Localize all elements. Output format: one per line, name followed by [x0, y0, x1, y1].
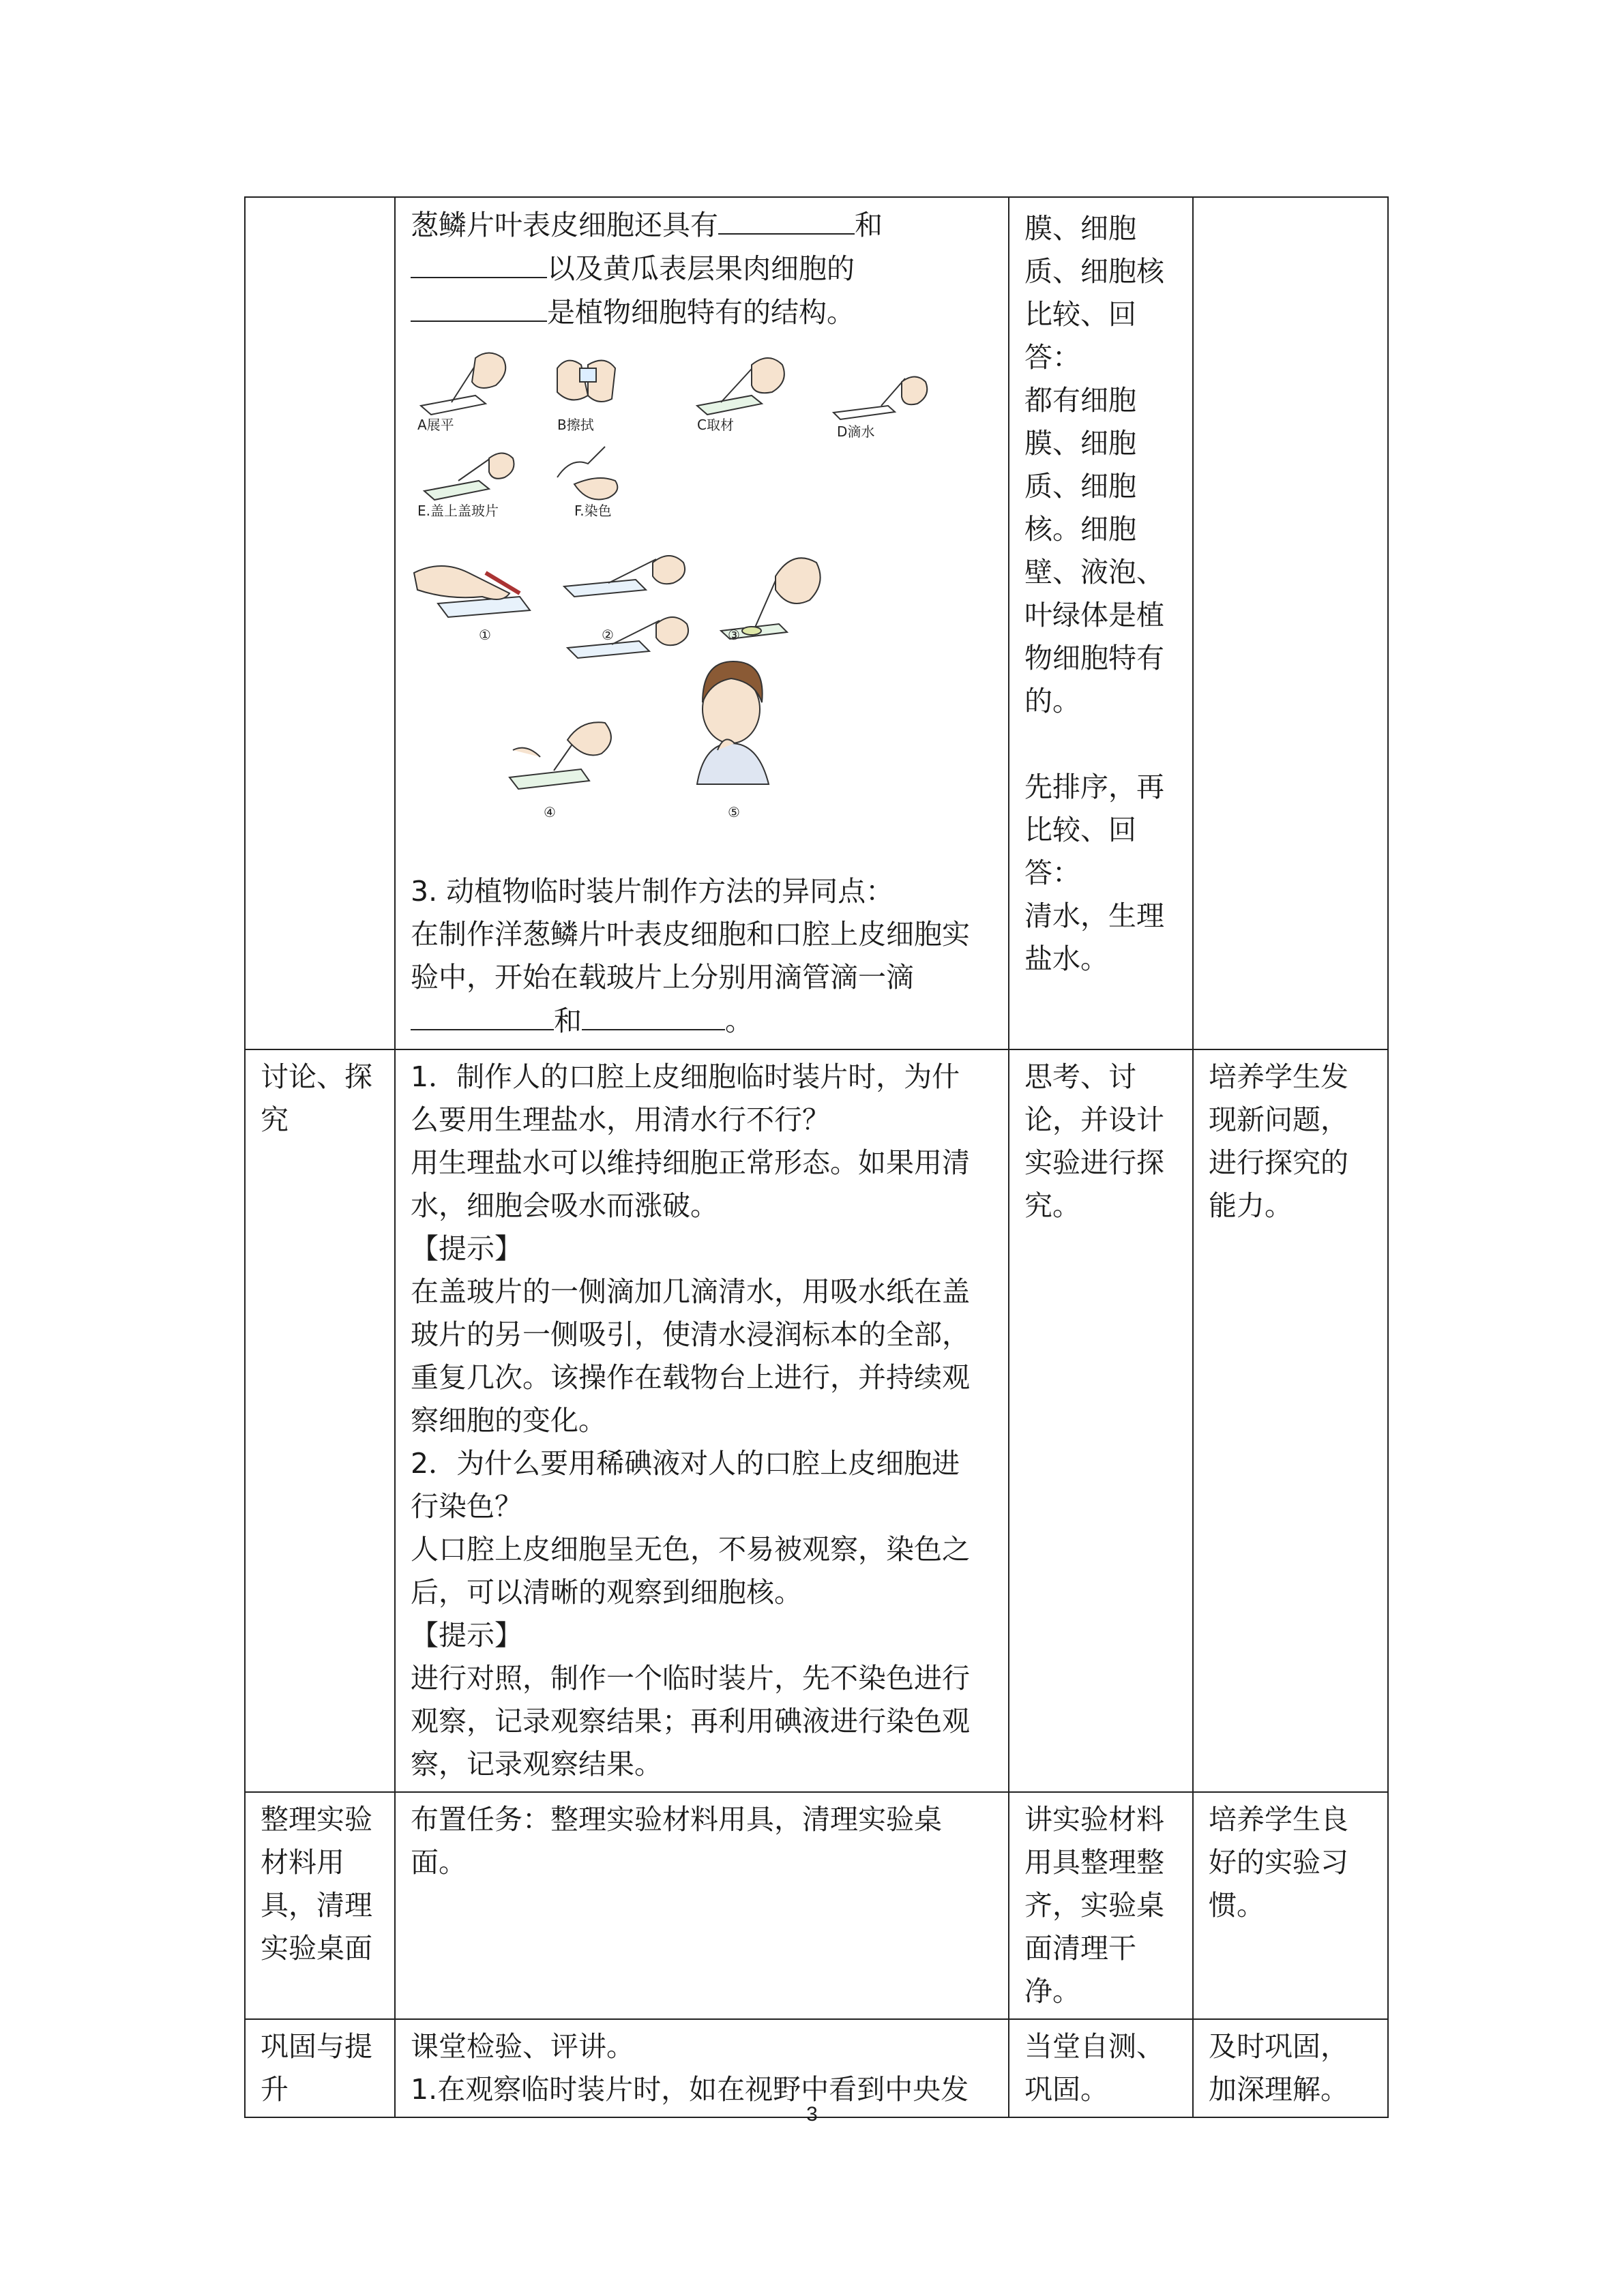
- figure-label: ④: [544, 804, 556, 820]
- text-line: 重复几次。该操作在载物台上进行，并持续观: [411, 1361, 970, 1394]
- figure-label: ②: [602, 627, 614, 643]
- text-line: 清水，生理: [1024, 899, 1164, 932]
- text-line: 用具整理整: [1024, 1846, 1164, 1879]
- text-line: 材料用: [261, 1846, 344, 1879]
- text-line: 及时巩固，: [1209, 2030, 1348, 2063]
- text-line: 比较、回: [1024, 814, 1136, 846]
- text-line: 具，清理: [261, 1889, 372, 1922]
- figure-label: D滴水: [837, 423, 875, 440]
- fill-in-line: [411, 290, 994, 334]
- text-line: 1.在观察临时装片时，如在视野中看到中央发: [411, 2073, 969, 2106]
- text-line: 察细胞的变化。: [411, 1404, 606, 1437]
- text-line: 用生理盐水可以维持细胞正常形态。如果用清: [411, 1146, 970, 1179]
- text-line: 进行探究的: [1209, 1146, 1348, 1179]
- text-segment: 验中，开始在载玻片上分别用滴管滴一滴: [411, 961, 914, 994]
- text-line: 讨论、探: [261, 1060, 372, 1093]
- figure-label: ③: [728, 627, 740, 643]
- text-line: 核。细胞: [1024, 513, 1136, 546]
- stage-cell: [245, 1792, 395, 2019]
- text-line: 培养学生发: [1209, 1060, 1348, 1093]
- text-line: 答：: [1024, 341, 1080, 374]
- figure-label: ⑤: [728, 804, 740, 820]
- teacher-activity-cell: [395, 1792, 1009, 2019]
- text-line: 水，细胞会吸水而涨破。: [411, 1189, 718, 1222]
- text-line: 升: [261, 2073, 289, 2106]
- text-line: 膜、细胞: [1024, 427, 1136, 460]
- design-intent-cell: [1193, 197, 1388, 1049]
- point-3-text: [411, 913, 994, 1043]
- text-line: 【提示】: [411, 1619, 522, 1652]
- figure-label: F.染色: [574, 503, 612, 519]
- text-line: 1．制作人的口腔上皮细胞临时装片时，为什: [411, 1060, 960, 1093]
- table-row: [245, 1049, 1388, 1792]
- text-line: 究: [261, 1103, 289, 1136]
- text-line: 布置任务：整理实验材料用具，清理实验桌: [411, 1803, 942, 1836]
- text-line: 叶绿体是植: [1024, 599, 1164, 631]
- student-activity-cell: [1009, 197, 1193, 1049]
- text-line: 么要用生理盐水，用清水行不行？: [411, 1103, 830, 1136]
- teacher-activity-cell: [395, 1049, 1009, 1792]
- stage-cell: [245, 197, 395, 1049]
- text-line: 玻片的另一侧吸引，使清水浸润标本的全部，: [411, 1318, 970, 1351]
- procedure-figures: [411, 341, 994, 866]
- text-line: 巩固。: [1024, 2073, 1108, 2106]
- table-row: [245, 197, 1388, 1049]
- text-segment: 葱鳞片叶表皮细胞还具有: [411, 209, 718, 241]
- fill-in-line: [411, 956, 994, 999]
- text-line: 好的实验习: [1209, 1846, 1348, 1879]
- text-line: 2．为什么要用稀碘液对人的口腔上皮细胞进: [411, 1447, 960, 1480]
- answer-blank[interactable]: [411, 290, 547, 322]
- lesson-plan-table: [244, 196, 1389, 2118]
- text-line: 后，可以清晰的观察到细胞核。: [411, 1576, 802, 1609]
- text-line: 在盖玻片的一侧滴加几滴清水，用吸水纸在盖: [411, 1275, 970, 1308]
- plant-slide-steps-illustration: [411, 341, 997, 539]
- fill-in-line: [411, 247, 994, 290]
- text-line: 课堂检验、评讲。: [411, 2030, 634, 2063]
- text-line: 面清理干: [1024, 1932, 1136, 1965]
- text-line: 【提示】: [411, 1232, 522, 1265]
- figure-label: B擦拭: [557, 417, 594, 433]
- page-number: 3: [806, 2103, 818, 2126]
- text-line: 当堂自测、: [1024, 2030, 1164, 2063]
- figure-label: E.盖上盖玻片: [417, 503, 499, 519]
- answer-blank[interactable]: [582, 999, 725, 1030]
- text-line: 论，并设计: [1024, 1103, 1164, 1136]
- text-line: 都有细胞: [1024, 384, 1136, 417]
- text-line: [1024, 723, 1179, 766]
- text-line: 人口腔上皮细胞呈无色，不易被观察，染色之: [411, 1533, 970, 1566]
- text-line: 究。: [1024, 1189, 1080, 1222]
- text-line: 现新问题，: [1209, 1103, 1348, 1136]
- text-line: 物细胞特有: [1024, 642, 1164, 674]
- text-line: 能力。: [1209, 1189, 1293, 1222]
- text-line: 整理实验: [261, 1803, 372, 1836]
- design-intent-cell: [1193, 1049, 1388, 1792]
- text-line: 盐水。: [1024, 942, 1108, 975]
- text-line: 进行对照，制作一个临时装片，先不染色进行: [411, 1662, 970, 1695]
- figure-label: ①: [479, 627, 491, 643]
- text-segment: 。: [725, 1004, 753, 1037]
- text-line: 实验桌面: [261, 1932, 372, 1965]
- figure-label: C取材: [697, 417, 734, 433]
- text-line: 齐，实验桌: [1024, 1889, 1164, 1922]
- text-line: 质、细胞: [1024, 470, 1136, 503]
- text-segment: 在制作洋葱鳞片叶表皮细胞和口腔上皮细胞实: [411, 918, 970, 951]
- text-line: 讲实验材料: [1024, 1803, 1164, 1836]
- text-line: 答：: [1024, 856, 1080, 889]
- fill-in-line: [411, 913, 994, 956]
- text-line: 净。: [1024, 1975, 1080, 2008]
- cheek-cell-steps-illustration: [411, 546, 997, 832]
- student-activity-cell: [1009, 1049, 1193, 1792]
- text-line: 思考、讨: [1024, 1060, 1136, 1093]
- text-line: 培养学生良: [1209, 1803, 1348, 1836]
- fill-in-line: [411, 999, 994, 1043]
- text-line: 行染色？: [411, 1490, 522, 1523]
- answer-blank[interactable]: [411, 247, 547, 278]
- teacher-activity-cell: [395, 197, 1009, 1049]
- point-3-title: 3. 动植物临时装片制作方法的异同点：: [411, 875, 894, 908]
- text-line: 面。: [411, 1846, 467, 1879]
- text-line: 膜、细胞: [1024, 212, 1136, 245]
- design-intent-cell: [1193, 1792, 1388, 2019]
- answer-blank[interactable]: [718, 203, 855, 235]
- text-line: 观察，记录观察结果；再利用碘液进行染色观: [411, 1705, 970, 1738]
- fill-in-line: [411, 203, 994, 247]
- text-line: 实验进行探: [1024, 1146, 1164, 1179]
- text-line: 壁、液泡、: [1024, 556, 1164, 588]
- student-activity-cell: [1009, 1792, 1193, 2019]
- stage-cell: [245, 1049, 395, 1792]
- table-row: [245, 1792, 1388, 2019]
- figure-label: A展平: [417, 417, 454, 433]
- text-line: 加深理解。: [1209, 2073, 1348, 2106]
- text-segment: 以及黄瓜表层果肉细胞的: [547, 252, 855, 285]
- text-segment: 和: [855, 209, 883, 241]
- answer-blank[interactable]: [411, 999, 554, 1030]
- text-line: 惯。: [1209, 1889, 1265, 1922]
- text-line: 巩固与提: [261, 2030, 372, 2063]
- text-line: 质、细胞核: [1024, 255, 1164, 288]
- text-segment: 是植物细胞特有的结构。: [547, 296, 855, 329]
- fill-in-text: [411, 203, 994, 334]
- text-segment: 和: [554, 1004, 582, 1037]
- text-line: 的。: [1024, 685, 1080, 717]
- text-line: 先排序，再: [1024, 771, 1164, 803]
- text-line: 比较、回: [1024, 298, 1136, 331]
- text-line: 察，记录观察结果。: [411, 1748, 662, 1780]
